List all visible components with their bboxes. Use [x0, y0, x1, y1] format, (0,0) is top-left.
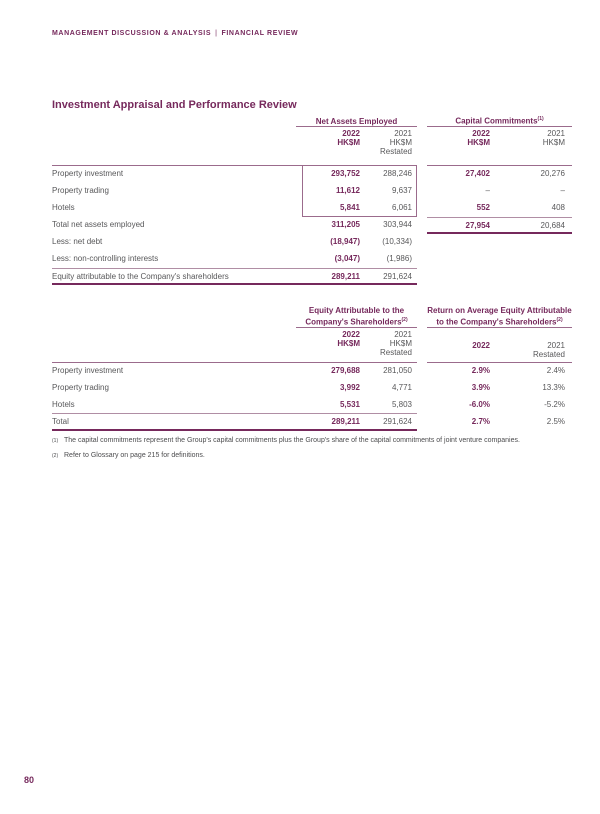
running-header-subsection: FINANCIAL REVIEW [221, 30, 299, 37]
column-group-header-equity-attributable: Equity Attributable to the Company's Shareholders$^{(2)}$ [296, 290, 417, 328]
footnote-ref-icon: (2) [556, 316, 563, 323]
page-title: Investment Appraisal and Performance Review [52, 99, 297, 111]
table1-column-header-row [52, 127, 572, 166]
footnote-1 [52, 436, 530, 447]
footnote-text: The capital commitments represent the Group's capital commitments plus the Group's share of the capital commitments of joint venture companies. [64, 437, 520, 444]
col-header-2022-hksm: 2022 HK$M [467, 129, 490, 147]
net-assets-capital-commitments-table [52, 115, 572, 285]
table-row-total-net-assets: Total net assets employed 311,205 303,944 27,954 20,684 [52, 217, 572, 234]
column-group-header-capital-commitments: Capital Commitments$^{(1)}$ [427, 115, 572, 127]
col-header-2021-hksm-restated: 2021 HK$M Restated [379, 330, 412, 357]
table-row-total: Total 289,211 291,624 2.7% 2.5% [52, 414, 572, 431]
table-row: Less: non-controlling interests (3,047) (1,986) [52, 254, 412, 263]
table-row: Property trading 11,612 9,637 – – [52, 186, 565, 195]
footnote-ref-icon: (2) [401, 316, 408, 323]
table-row: Less: net debt (18,947) (10,334) [52, 237, 412, 246]
page-number: 80 [24, 775, 35, 785]
running-header [52, 30, 298, 37]
table-row: Hotels 5,841 6,061 552 408 [52, 203, 565, 212]
table-row: Property investment 293,752 288,246 27,402 20,276 [52, 169, 565, 178]
table-row: Property trading 3,992 4,771 3.9% 13.3% [52, 383, 565, 392]
col-header-2021-hksm: 2021 HK$M [542, 129, 565, 147]
footnote-marker: (1) [52, 438, 59, 444]
table2-column-header-row [52, 328, 572, 363]
running-header-divider: | [215, 30, 218, 37]
table2-group-header-row [52, 290, 572, 328]
column-group-header-net-assets-employed: Net Assets Employed [296, 115, 417, 127]
table-row: Hotels 5,531 5,803 -6.0% -5.2% [52, 397, 572, 414]
col-header-2022-hksm: 2022 HK$M [337, 330, 360, 348]
col-header-2022-hksm: 2022 HK$M [337, 129, 360, 147]
footnote-ref-icon: (1) [537, 115, 544, 122]
footnote-2 [52, 451, 530, 462]
table-row: Property investment 279,688 281,050 2.9% 2.4% [52, 366, 565, 375]
col-header-2022: 2022 [472, 341, 490, 350]
col-header-2021-hksm-restated: 2021 HK$M Restated [379, 129, 412, 156]
footnote-text: Refer to Glossary on page 215 for definitions. [64, 451, 205, 459]
col-header-2021-restated: 2021 Restated [532, 341, 565, 359]
footnotes [52, 436, 530, 465]
running-header-section: MANAGEMENT DISCUSSION & ANALYSIS [52, 30, 212, 37]
table1-group-header-row [52, 115, 572, 127]
footnote-marker: (2) [52, 452, 59, 459]
equity-return-table [52, 290, 572, 431]
column-group-header-return-on-average-equity: Return on Average Equity Attributable to the Company's Shareholders$^{(2)}$ [427, 290, 572, 328]
table-row-equity-attributable: Equity attributable to the Company's shareholders 289,211 291,624 [52, 268, 572, 285]
